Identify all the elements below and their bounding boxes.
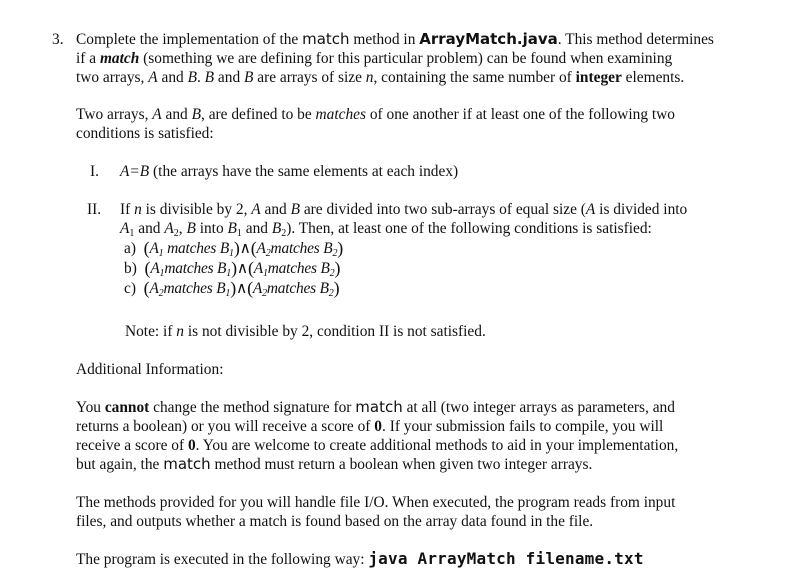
condition-1-text: A=B (the arrays have the same elements at each index) (120, 163, 459, 180)
intro-line-1: Complete the implementation of the match method in ArrayMatch.java. This method determines (76, 30, 714, 48)
condition-option-c: c) ($A_2matches$ $B_1)\wedge(A_2matches$ $B_2$) (124, 278, 340, 299)
run-command: java ArrayMatch filename.txt (368, 549, 644, 568)
intro-paragraph (76, 30, 776, 87)
additional-line-2: returns a boolean) or you will receive a score of 0. If your submission fails to compile, you will (76, 418, 664, 435)
definition-paragraph (76, 105, 776, 143)
condition-option-a: a) ($A_1$ matches $B_1)\wedge(A_2matches$ $B_2$) (124, 238, 344, 259)
definition-line-1: Two arrays, A and B, are defined to be matches of one another if at least one of the following two (76, 106, 675, 123)
additional-paragraph (76, 398, 776, 474)
intro-line-2: if a match (something we are defining for this particular problem) can be found when examining (76, 50, 673, 67)
io-paragraph (76, 493, 776, 531)
condition-2-line-1: If n is divisible by 2, A and B are divided into two sub-arrays of equal size (A is divided into (120, 201, 688, 218)
condition-1-numeral: I. (90, 163, 99, 180)
integer-term: integer (575, 69, 622, 86)
matches-term: matches (315, 106, 366, 123)
condition-2-line-2: $A_1$ and $A_2$, B into $B_1$ and $B_2$). Then, at least one of the following conditions is satisfied: (120, 220, 652, 239)
file-name: ArrayMatch.java (419, 30, 558, 48)
additional-line-3: receive a score of 0. You are welcome to create additional methods to aid in your implementation, (76, 437, 679, 454)
condition-2-numeral: II. (87, 201, 102, 218)
cannot-term: cannot (104, 399, 150, 416)
additional-line-4: but again, the match method must return a boolean when given two integer arrays. (76, 455, 593, 473)
condition-2-text (120, 200, 780, 238)
additional-line-1: You cannot change the method signature for match at all (two integer arrays as parameters, and (76, 398, 675, 416)
note-text: Note: if n is not divisible by 2, condition II is not satisfied. (125, 323, 486, 340)
run-line: The program is executed in the following way: java ArrayMatch filename.txt (76, 549, 644, 568)
condition-option-b: b) ($A_1matches$ $B_1)\wedge(A_1matches$ $B_2$) (124, 258, 341, 279)
additional-heading: Additional Information: (76, 361, 224, 378)
match-term: match (99, 50, 140, 67)
question-number: 3. (52, 31, 64, 48)
io-line-1: The methods provided for you will handle file I/O. When executed, the program reads from input (76, 494, 676, 511)
condition-options (124, 238, 524, 298)
definition-line-2: conditions is satisfied: (76, 125, 214, 142)
condition-1-expr: A=B (120, 163, 150, 180)
method-name: match (302, 30, 350, 48)
intro-line-3: two arrays, A and B. B and B are arrays of size n, containing the same number of integer elements. (76, 69, 685, 86)
io-line-2: files, and outputs whether a match is found based on the array data found in the file. (76, 513, 594, 530)
